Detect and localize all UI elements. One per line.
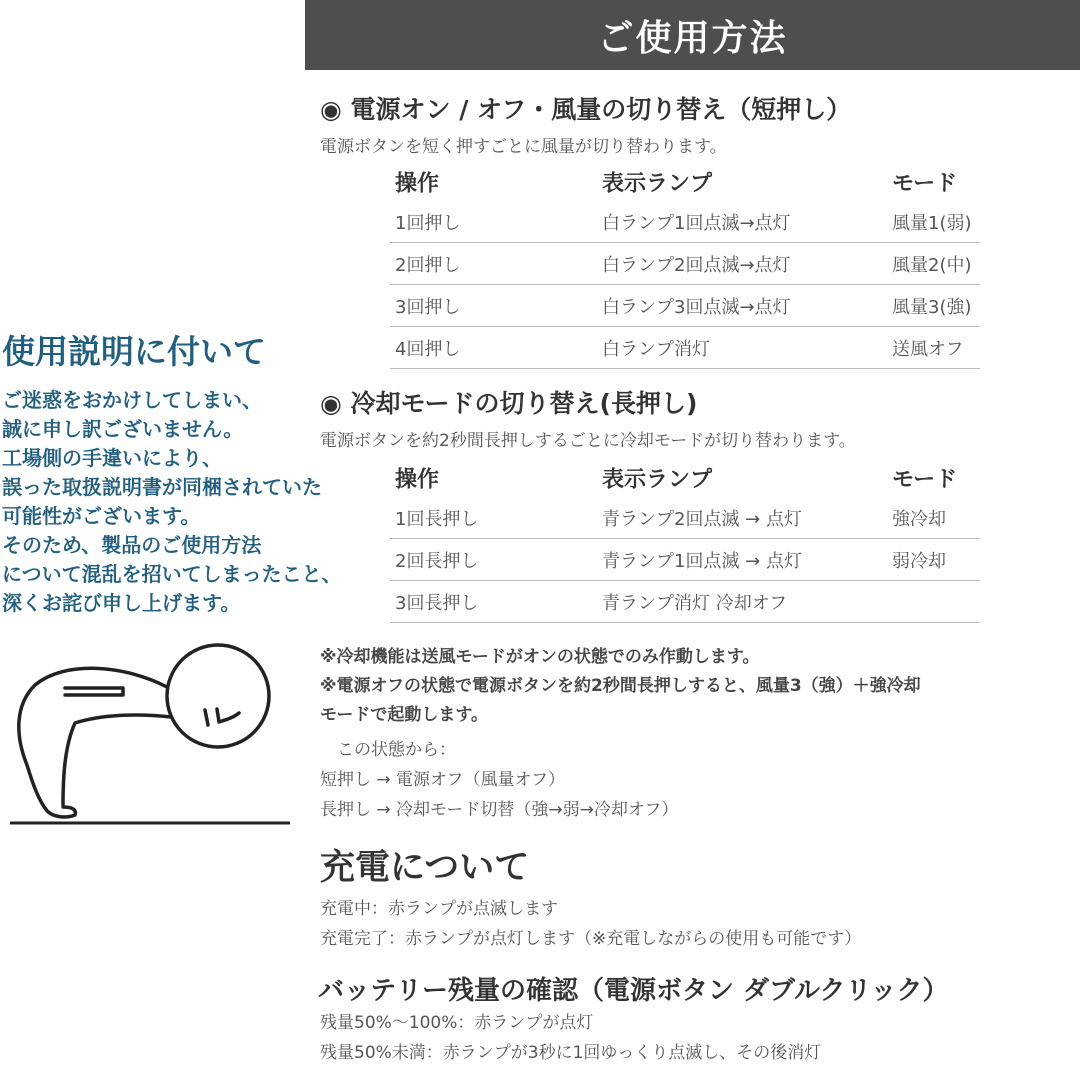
bowing-person-illustration (5, 625, 305, 835)
table-cell: 青ランプ消灯 冷却オフ (602, 592, 788, 614)
section1-title: ◉ 電源オン / オフ・風量の切り替え（短押し） (320, 95, 852, 124)
column-header: モード (892, 171, 958, 197)
note-line: ※電源オフの状態で電源ボタンを約2秒間長押しすると、風量3（強）＋強冷却 (320, 676, 921, 696)
table-cell: 3回長押し (395, 592, 479, 614)
table-cell: 風量1(弱) (892, 212, 972, 234)
battery-title: バッテリー残量の確認（電源ボタン ダブルクリック） (318, 976, 949, 1006)
apology-line: 深くお詫び申し上げます。 (2, 591, 241, 615)
apology-heading: 使用説明に付いて (2, 332, 266, 371)
column-header: 操作 (395, 467, 440, 493)
table-row (390, 539, 980, 581)
table-cell: 白ランプ1回点滅→点灯 (602, 212, 791, 234)
table-cell: 2回押し (395, 254, 461, 276)
table-cell: 風量3(強) (892, 296, 972, 318)
table-row (390, 243, 980, 285)
table-cell: 2回長押し (395, 550, 479, 572)
column-header: 表示ランプ (602, 467, 713, 493)
short-press-table (390, 163, 980, 369)
apology-line: ご迷惑をおかけしてしまい、 (2, 388, 262, 412)
apology-line: 誤った取扱説明書が同梱されていた (2, 475, 322, 499)
table-cell: 送風オフ (892, 338, 964, 360)
apology-line: 可能性がございます。 (2, 504, 201, 528)
table-cell: 風量2(中) (892, 254, 972, 276)
table-header-row (390, 163, 980, 201)
apology-line: 誠に申し訳ございません。 (2, 417, 244, 441)
table-row (390, 497, 980, 539)
apology-line: そのため、製品のご使用方法 (2, 533, 262, 557)
table-cell: 弱冷却 (892, 550, 946, 572)
table-row (390, 285, 980, 327)
table-cell: 白ランプ3回点滅→点灯 (602, 296, 791, 318)
table-row (390, 201, 980, 243)
battery-line: 残量50%未満：赤ランプが3秒に1回ゆっくり点滅し、その後消灯 (320, 1043, 822, 1063)
apology-text (2, 386, 342, 618)
apology-line: 工場側の手違いにより、 (2, 446, 222, 470)
state-long-press: 長押し → 冷却モード切替（強→弱→冷却オフ） (320, 800, 679, 820)
table-cell: 青ランプ2回点滅 → 点灯 (602, 508, 802, 530)
state-intro: この状態から： (320, 740, 456, 760)
column-header: モード (892, 467, 958, 493)
section2-title: ◉ 冷却モードの切り替え(長押し) (320, 389, 698, 418)
state-short-press: 短押し → 電源オフ（風量オフ） (320, 770, 566, 790)
section2-desc: 電源ボタンを約2秒間長押しするごとに冷却モードが切り替わります。 (320, 431, 856, 451)
charging-info (320, 894, 861, 954)
table-row (390, 327, 980, 369)
apology-line: について混乱を招いてしまったこと、 (2, 562, 342, 586)
table-cell: 1回押し (395, 212, 461, 234)
table-row (390, 581, 980, 623)
header-bar (305, 0, 1080, 70)
table-cell: 白ランプ2回点滅→点灯 (602, 254, 791, 276)
charging-line: 充電中：赤ランプが点滅します (320, 899, 558, 919)
state-instructions (320, 735, 678, 825)
table-cell: 4回押し (395, 338, 461, 360)
note-line: モードで起動します。 (320, 705, 488, 725)
table-cell: 3回押し (395, 296, 461, 318)
long-press-table (390, 459, 980, 623)
page-title: ご使用方法 (597, 17, 788, 59)
battery-info (320, 1008, 821, 1068)
table-cell: 白ランプ消灯 (602, 338, 710, 360)
table-cell: 1回長押し (395, 508, 479, 530)
table-cell: 強冷却 (892, 508, 946, 530)
charging-title: 充電について (320, 848, 530, 888)
battery-line: 残量50%〜100%：赤ランプが点灯 (320, 1013, 594, 1033)
note-line: ※冷却機能は送風モードがオンの状態でのみ作動します。 (320, 647, 760, 667)
section1-desc: 電源ボタンを短く押すごとに風量が切り替わります。 (320, 137, 727, 157)
column-header: 表示ランプ (602, 171, 713, 197)
table-cell: 青ランプ1回点滅 → 点灯 (602, 550, 802, 572)
column-header: 操作 (395, 171, 440, 197)
cooling-notes (320, 643, 921, 730)
charging-line: 充電完了：赤ランプが点灯します（※充電しながらの使用も可能です） (320, 929, 862, 949)
table-header-row (390, 459, 980, 497)
